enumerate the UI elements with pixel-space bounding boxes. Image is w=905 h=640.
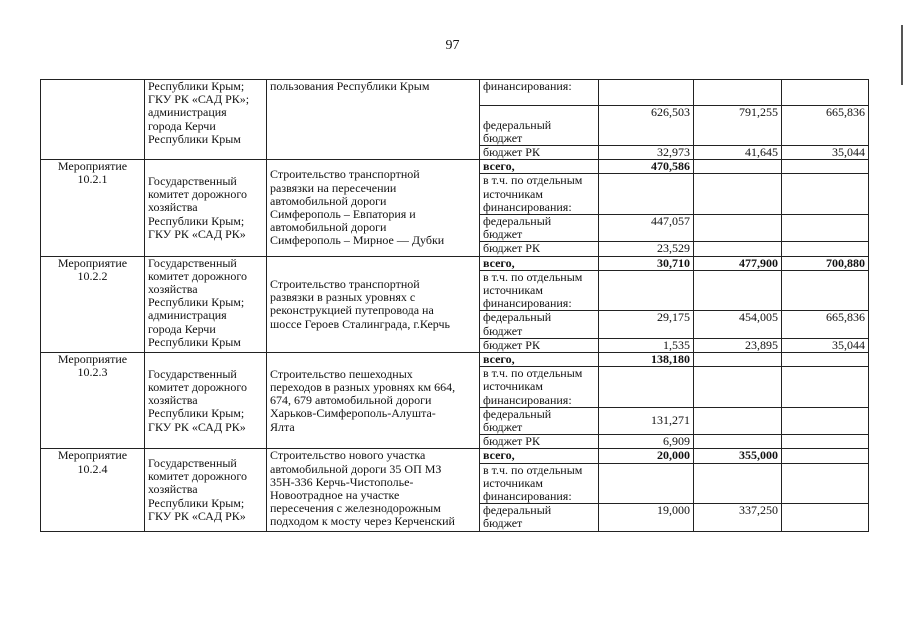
value-cell: [782, 407, 869, 434]
value-cell: [599, 174, 694, 215]
source-label: федеральный бюджет: [480, 215, 599, 242]
activity-name-cell: Строительство нового участка автомобильной дороги 35 ОП МЗ 35Н-336 Керчь-Чистополье- Новоотрадное на участке пересечения с железнодорожным подходом к мосту через Керченский: [267, 449, 480, 531]
source-label: бюджет РК: [480, 146, 599, 160]
page-edge-shadow: [901, 25, 903, 85]
activity-name-cell: Строительство транспортной развязки на пересечении автомобильной дороги Симферополь – Евпатория и автомобильной дороги Симферополь – Мирное — Дубки: [267, 160, 480, 256]
activity-name-cell: Строительство пешеходных переходов в разных уровнях км 664, 674, 679 автомобильной дороги Харьков-Симферополь-Алушта- Ялта: [267, 353, 480, 449]
value-cell: 665,836: [782, 106, 869, 146]
source-label: всего,: [480, 353, 599, 367]
responsible-cell: Республики Крым; ГКУ РК «САД РК»; администрация города Керчи Республики Крым: [145, 80, 267, 160]
source-label: финансирования:: [480, 80, 599, 106]
value-cell: 41,645: [694, 146, 782, 160]
value-cell: [694, 160, 782, 174]
value-cell: [694, 407, 782, 434]
value-cell: 470,586: [599, 160, 694, 174]
value-cell: [782, 174, 869, 215]
value-cell: [599, 367, 694, 408]
value-cell: 30,710: [599, 256, 694, 270]
value-cell: 29,175: [599, 311, 694, 338]
value-cell: [782, 449, 869, 463]
responsible-cell: Государственный комитет дорожного хозяйства Республики Крым; ГКУ РК «САД РК»: [145, 353, 267, 449]
value-cell: [694, 435, 782, 449]
value-cell: [694, 174, 782, 215]
value-cell: 35,044: [782, 338, 869, 352]
value-cell: [782, 353, 869, 367]
value-cell: 337,250: [694, 504, 782, 531]
value-cell: [694, 463, 782, 504]
activity-name-cell: Строительство транспортной развязки в разных уровнях с реконструкцией путепровода на шоссе Героев Сталинграда, г.Керчь: [267, 256, 480, 352]
value-cell: [782, 270, 869, 311]
source-label: федеральный бюджет: [480, 106, 599, 146]
value-cell: 6,909: [599, 435, 694, 449]
source-label: в т.ч. по отдельным источникам финансирования:: [480, 270, 599, 311]
source-label: в т.ч. по отдельным источникам финансирования:: [480, 367, 599, 408]
value-cell: 477,900: [694, 256, 782, 270]
value-cell: [599, 463, 694, 504]
value-cell: 791,255: [694, 106, 782, 146]
value-cell: [694, 367, 782, 408]
source-label: всего,: [480, 256, 599, 270]
value-cell: [694, 270, 782, 311]
value-cell: 131,271: [599, 407, 694, 434]
value-cell: 665,836: [782, 311, 869, 338]
value-cell: [782, 80, 869, 106]
value-cell: [782, 242, 869, 256]
source-label: всего,: [480, 449, 599, 463]
responsible-cell: Государственный комитет дорожного хозяйства Республики Крым; администрация города Керчи Республики Крым: [145, 256, 267, 352]
value-cell: 1,535: [599, 338, 694, 352]
responsible-cell: Государственный комитет дорожного хозяйства Республики Крым; ГКУ РК «САД РК»: [145, 160, 267, 256]
responsible-cell: Государственный комитет дорожного хозяйства Республики Крым; ГКУ РК «САД РК»: [145, 449, 267, 531]
value-cell: [694, 215, 782, 242]
value-cell: 23,895: [694, 338, 782, 352]
value-cell: [782, 504, 869, 531]
value-cell: [694, 242, 782, 256]
source-label: бюджет РК: [480, 242, 599, 256]
event-cell: Мероприятие 10.2.4: [41, 449, 145, 531]
value-cell: 355,000: [694, 449, 782, 463]
value-cell: [782, 367, 869, 408]
value-cell: 626,503: [599, 106, 694, 146]
value-cell: [694, 353, 782, 367]
source-label: бюджет РК: [480, 338, 599, 352]
value-cell: [782, 463, 869, 504]
event-cell: Мероприятие 10.2.1: [41, 160, 145, 256]
value-cell: [782, 160, 869, 174]
page-number: 97: [445, 38, 460, 53]
event-cell: [41, 80, 145, 160]
value-cell: [782, 215, 869, 242]
funding-table: [40, 79, 869, 532]
value-cell: 20,000: [599, 449, 694, 463]
source-label: федеральный бюджет: [480, 311, 599, 338]
table-row: [41, 353, 869, 367]
table-row: [41, 449, 869, 463]
value-cell: 138,180: [599, 353, 694, 367]
value-cell: 700,880: [782, 256, 869, 270]
source-label: всего,: [480, 160, 599, 174]
event-cell: Мероприятие 10.2.3: [41, 353, 145, 449]
source-label: в т.ч. по отдельным источникам финансирования:: [480, 174, 599, 215]
value-cell: 447,057: [599, 215, 694, 242]
source-label: федеральный бюджет: [480, 504, 599, 531]
value-cell: 19,000: [599, 504, 694, 531]
value-cell: 35,044: [782, 146, 869, 160]
table-row: [41, 160, 869, 174]
source-label: бюджет РК: [480, 435, 599, 449]
value-cell: [599, 80, 694, 106]
table-row: [41, 256, 869, 270]
value-cell: [694, 80, 782, 106]
event-cell: Мероприятие 10.2.2: [41, 256, 145, 352]
value-cell: 32,973: [599, 146, 694, 160]
source-label: в т.ч. по отдельным источникам финансирования:: [480, 463, 599, 504]
value-cell: 23,529: [599, 242, 694, 256]
value-cell: [599, 270, 694, 311]
source-label: федеральный бюджет: [480, 407, 599, 434]
activity-name-cell: пользования Республики Крым: [267, 80, 480, 160]
table-row: [41, 80, 869, 106]
value-cell: 454,005: [694, 311, 782, 338]
value-cell: [782, 435, 869, 449]
